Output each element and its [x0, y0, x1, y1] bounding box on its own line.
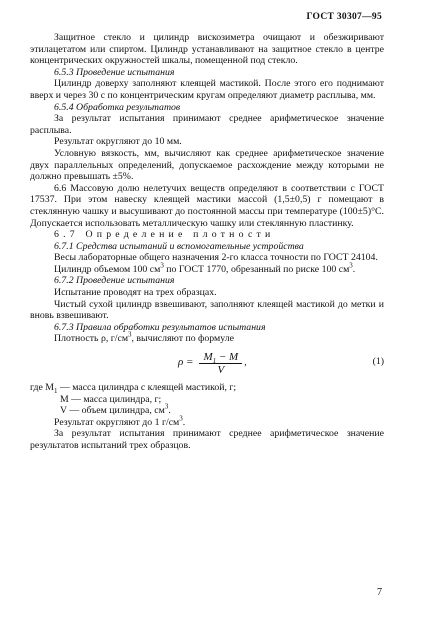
paragraph: За результат испытания принимают среднее арифметическое значение результатов испытаний трех образцов.: [30, 428, 384, 451]
formula-lhs: ρ =: [178, 356, 194, 369]
paragraph: Чистый сухой цилиндр взвешивают, заполняют клеящей мастикой до метки и вновь взвешивают.: [30, 298, 384, 322]
equation-number: (1): [372, 356, 384, 368]
legend-row: [30, 382, 384, 394]
paragraph: 6.6 Массовую долю нелетучих веществ определяют в соответствии с ГОСТ 17537. При этом навеску клеящей мастики массой (1,5±0,5) г помещают в стеклянную чашку и высушивают до постоянной массы при температуре (100±5)°С. Допускается использовать металлическую чашку или стеклянную пластинку.: [30, 182, 384, 229]
numerator-symbol: M: [203, 350, 213, 363]
formula-numerator: [199, 351, 242, 364]
text-run: Результат округляют до 1 г/см: [54, 416, 180, 428]
superscript: 3: [179, 414, 183, 423]
paragraph: Результат округляют до 10 мм.: [54, 136, 182, 148]
superscript: 3: [128, 331, 132, 340]
legend-row: M — масса цилиндра, г;: [60, 393, 162, 405]
text-run: .: [352, 263, 356, 275]
document-body: [30, 32, 384, 452]
paragraph: [30, 333, 384, 345]
text-run: где M: [30, 382, 55, 394]
heading-text: 6.5.4 Обработка результатов: [54, 101, 181, 113]
numerator-subscript: 1: [212, 356, 217, 365]
formula-fraction: [199, 351, 242, 376]
heading-text: 6.7.3 Правила обработки результатов испытания: [54, 321, 266, 333]
paragraph: [30, 414, 384, 429]
text-run: V — объем цилиндра, см: [60, 405, 165, 417]
paragraph: Условную вязкость, мм, вычисляют как среднее арифметическое значение двух параллельных определений, допускаемое расхождение между которыми не должно превышать ±5%.: [30, 147, 384, 183]
text-run: .: [182, 416, 186, 428]
legend-row: [30, 402, 384, 417]
paragraph: За результат испытания принимают среднее арифметическое значение расплыва.: [30, 113, 384, 136]
heading-text: 6.7.2 Проведение испытания: [54, 275, 175, 287]
density-formula: [30, 350, 384, 376]
text-run: Плотность ρ, г/см: [54, 333, 129, 345]
paragraph: [30, 261, 384, 276]
section-heading: 6.7 Определение плотности: [54, 229, 275, 241]
formula-comma: ,: [244, 357, 247, 369]
section-heading: [30, 322, 384, 334]
text-run: .: [168, 405, 171, 417]
document-code: ГОСТ 30307—95: [306, 12, 382, 22]
text-run: Цилиндр объемом 100 см: [54, 263, 161, 275]
superscript: 3: [164, 402, 169, 411]
subscript: 1: [54, 386, 58, 395]
text-run: — масса цилиндра с клеящей мастикой, г;: [57, 382, 237, 394]
text-run: , вычисляют по формуле: [131, 333, 234, 345]
section-heading: [30, 241, 384, 253]
paragraph: Весы лабораторные общего назначения 2-го класса точности по ГОСТ 24104.: [54, 252, 378, 264]
numerator-rest: − M: [216, 350, 239, 363]
formula-legend: [30, 382, 384, 417]
section-heading: [30, 275, 384, 287]
superscript: 3: [160, 261, 164, 270]
heading-text: 6.5.3 Проведение испытания: [54, 66, 175, 78]
paragraph: Испытание проводят на трех образцах.: [54, 287, 217, 299]
text-run: по ГОСТ 1770, обрезанный по риске 100 см: [163, 263, 350, 275]
section-heading: [30, 67, 384, 79]
section-heading: [30, 102, 384, 114]
superscript: 3: [349, 261, 353, 270]
paragraph: Цилиндр доверху заполняют клеящей мастикой. После этого его поднимают вверх и через 30 с по концентрическим кругам определяют диаметр расплыва, мм.: [30, 78, 384, 101]
paragraph: Защитное стекло и цилиндр вискозиметра очищают и обезжиривают этилацетатом или спиртом. Цилиндр устанавливают на защитное стекло в центре концентрических окружностей шкалы, помещенной под стекло.: [30, 32, 384, 67]
heading-text: 6.7.1 Средства испытаний и вспомогательные устройства: [54, 240, 304, 252]
formula-denominator: V: [217, 363, 225, 376]
page-number: 7: [377, 587, 382, 598]
